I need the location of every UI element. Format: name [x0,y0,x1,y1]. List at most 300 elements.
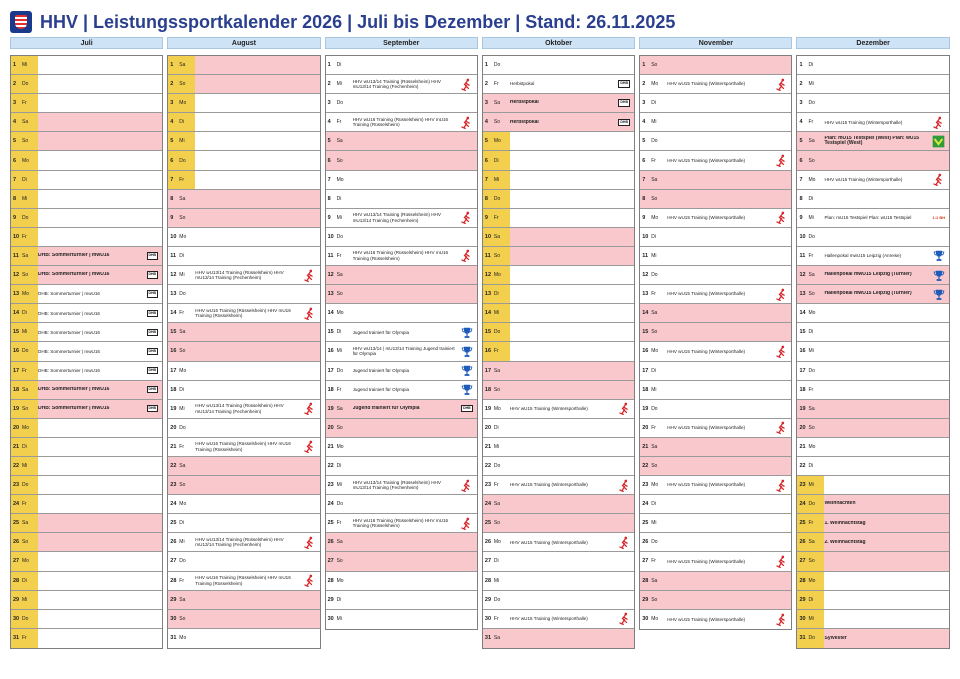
event-text: HHV wU15 Training (Wintersporthalle) [509,405,588,411]
day-number: 12 [483,272,494,278]
day-row [483,56,634,75]
weekday: Mi [179,539,185,546]
day-label [11,629,38,648]
day-number: 20 [799,424,806,431]
day-row [168,132,319,151]
weekday: Sa [494,234,507,240]
weekday: Do [22,482,35,488]
weekday: Di [179,252,185,259]
day-number: 18 [327,386,334,393]
day-number: 2 [327,81,331,88]
day-label [483,342,510,360]
weekday: Di [494,291,507,297]
event-text: DHB: Sommerturnier | mwU16 [38,291,100,297]
day-number: 3 [11,100,22,106]
day-row [168,476,319,495]
weekday: Do [336,367,343,374]
weekday: So [179,615,186,622]
day-row [483,209,634,228]
weekday: Do [493,62,501,69]
day-row [326,75,477,94]
weekday: So [493,119,501,126]
day-number: 14 [327,310,334,317]
weekday: Mo [336,577,344,584]
day-label [168,419,195,437]
day-label [797,75,824,93]
day-label [168,533,195,551]
weekday: So [22,272,35,278]
day-number: 19 [11,406,22,412]
hockey-player-icon [617,478,631,492]
day-row [326,419,477,438]
day-number: 15 [483,329,494,335]
day-number: 5 [327,138,331,145]
day-number: 17 [484,367,492,374]
event-text: HHV wU13/14 Training (Rüsselsheim) HHV mU13/14 Training (Fechenheim) [352,479,441,491]
trophy-icon [460,383,474,397]
weekday: Mo [336,310,344,317]
day-label [483,591,510,609]
day-row [640,476,791,495]
day-number: 16 [327,348,334,355]
day-label [483,438,510,456]
weekday: Mo [494,138,507,144]
weekday: Do [22,616,35,622]
weekday: Do [493,596,501,603]
weekday: Fr [651,424,656,431]
weekday: Sa [808,272,815,279]
day-label [11,285,38,303]
day-number: 5 [483,138,494,144]
weekday: Di [494,158,507,164]
day-list [10,55,163,649]
weekday: Mi [651,119,657,126]
hockey-player-icon [460,77,474,91]
day-label [640,304,667,322]
day-number: 11 [483,253,494,259]
dhb-logo-icon: DHB [145,325,159,339]
trophy-icon [932,249,946,263]
day-row [483,342,634,361]
weekday: Fr [22,100,35,106]
weekday: Do [22,81,35,87]
day-number: 12 [11,272,22,278]
day-number: 18 [170,386,177,393]
weekday: Fr [808,119,814,126]
weekday: Di [22,310,35,316]
day-label [640,171,667,189]
day-number: 12 [327,272,334,279]
day-row [483,400,634,419]
trophy-icon [460,364,474,378]
weekday: Sa [336,539,343,546]
event-text: HHV wU15 Training (Wintersporthalle) [667,348,746,354]
weekday: Di [336,329,342,336]
weekday: Mo [808,176,816,183]
month-column-september [325,37,478,649]
day-label [11,400,38,418]
dhb-logo-icon: DHB [145,306,159,320]
day-number: 9 [483,215,494,221]
day-label [483,94,510,112]
weekday: Mi [336,616,342,623]
day-row [326,400,477,419]
title-bar [10,8,675,36]
day-row [326,533,477,552]
day-number: 11 [642,252,649,259]
day-row [11,75,162,94]
day-row [168,228,319,247]
weekday: Mo [22,158,35,164]
weekday: Di [651,100,656,107]
day-label [640,476,667,494]
weekday: Do [808,233,815,240]
day-number: 7 [642,176,646,183]
day-label [797,514,824,532]
day-number: 16 [11,348,22,354]
day-number: 24 [170,501,177,508]
dhb-logo-icon: DHB [145,383,159,397]
day-label [483,629,510,648]
day-label [640,75,667,93]
day-number: 6 [642,157,646,164]
weekday: So [651,195,658,202]
day-number: 23 [484,482,492,489]
event-text: HHV wU13/14 Training (Rüsselsheim) HHV mU13/14 Training (Fechenheim) [195,403,284,414]
event-text: HHV wU15 Training (Wintersporthalle) [509,539,588,545]
day-row [483,495,634,514]
day-label [640,572,667,590]
day-number: 15 [642,329,649,336]
day-number: 4 [168,119,179,125]
hockey-player-icon [303,306,317,320]
dhb-logo-icon: DHB [145,249,159,263]
weekday: Mi [494,177,507,183]
day-number: 7 [483,177,494,183]
day-number: 2 [168,81,179,87]
day-label [326,591,353,609]
day-row [483,514,634,533]
day-number: 21 [484,443,492,450]
day-row [797,629,948,648]
hockey-player-icon [303,268,317,282]
hockey-player-icon [617,612,631,626]
day-row [640,457,791,476]
day-label [168,572,195,590]
day-number: 21 [327,443,334,450]
day-row [326,56,477,75]
day-label [797,190,824,208]
day-label [640,457,667,475]
event-text: HHV wU16 Training (Rüsselsheim) HHV mU16 Training (Rüsselsheim) [352,517,449,529]
day-row [797,266,948,285]
month-column-oktober [482,37,635,649]
dhb-logo-icon: DHB [617,115,631,129]
day-list [639,55,792,630]
day-row [797,171,948,190]
day-label [168,247,195,265]
day-number: 5 [168,138,179,144]
event-text: Plan: mU15 Testspiel Plan: wU15 Testspiel [824,215,912,221]
day-label [797,323,824,341]
day-label [11,209,38,227]
event-text: HHV wU15 Training (Wintersporthalle) [667,425,746,431]
day-label [640,132,667,150]
day-number: 3 [799,100,803,107]
hockey-player-icon [774,421,788,435]
day-row [11,610,162,629]
day-row [11,56,162,75]
day-row [11,514,162,533]
day-row [640,190,791,209]
weekday: Fr [808,386,814,393]
weekday: Fr [22,368,35,374]
day-number: 14 [799,310,806,317]
day-label [11,476,38,494]
day-row [640,94,791,113]
weekday: Di [651,367,656,374]
day-label [483,266,510,284]
day-row [797,304,948,323]
day-row [168,75,319,94]
day-number: 6 [327,157,331,164]
day-number: 26 [327,539,334,546]
day-row [797,495,948,514]
day-row [168,419,319,438]
day-label [797,132,824,150]
weekday: Sa [179,596,186,603]
day-row [483,75,634,94]
day-label [640,552,667,570]
weekday: Mo [651,616,659,623]
weekday: Mo [808,443,816,450]
day-row [797,610,948,629]
day-label [11,228,38,246]
day-number: 11 [11,253,22,259]
hockey-player-icon [932,115,946,129]
day-row [483,266,634,285]
day-row [483,132,634,151]
day-label [326,362,353,380]
day-number: 28 [642,577,649,584]
day-row [640,400,791,419]
day-number: 19 [327,405,334,412]
day-row [168,400,319,419]
day-number: 22 [11,463,22,469]
day-label [797,342,824,360]
day-row [326,342,477,361]
day-label [168,56,195,74]
day-number: 29 [642,596,649,603]
trophy-icon [460,325,474,339]
day-number: 21 [11,444,22,450]
day-number: 11 [327,252,334,259]
day-row [797,552,948,571]
day-number: 26 [484,539,492,546]
day-number: 3 [168,100,179,106]
day-row [640,266,791,285]
weekday: Mo [336,176,344,183]
day-row [11,132,162,151]
day-label [797,94,824,112]
day-label [797,591,824,609]
day-row [168,342,319,361]
day-row [11,591,162,610]
day-row [168,94,319,113]
weekday: Fr [179,310,185,317]
day-row [326,381,477,400]
hockey-player-icon [303,402,317,416]
month-header: Dezember [796,37,949,49]
day-row [483,419,634,438]
day-label [11,552,38,570]
weekday: Mo [651,214,659,221]
day-label [168,362,195,380]
weekday: Fr [651,157,656,164]
day-number: 2 [642,81,646,88]
weekday: Di [336,463,342,470]
weekday: Do [22,215,35,221]
weekday: So [179,214,186,221]
day-label [168,151,195,169]
day-label [11,495,38,513]
day-label [326,400,353,418]
day-label [640,342,667,360]
day-label [168,342,195,360]
day-row [797,381,948,400]
day-label [168,94,195,112]
day-number: 25 [484,520,492,527]
event-text: HHV wU15 Training (Wintersporthalle) [667,616,746,622]
day-row [483,572,634,591]
day-row [640,132,791,151]
day-number: 3 [642,100,646,107]
day-label [326,247,353,265]
day-number: 5 [642,138,646,145]
weekday: Fr [336,252,342,259]
day-number: 27 [484,558,492,565]
weekday: Mo [179,233,187,240]
weekday: Mi [493,577,500,584]
day-label [483,285,510,303]
dhb-logo-icon: DHB [617,96,631,110]
day-row [483,151,634,170]
weekday: Sa [179,463,186,470]
day-number: 12 [170,272,177,279]
weekday: Do [808,501,821,507]
weekday: Sa [22,520,35,526]
month-header: November [639,37,792,49]
day-row [326,438,477,457]
day-number: 30 [797,616,808,622]
day-row [11,476,162,495]
day-label [483,457,510,475]
day-number: 5 [799,138,803,145]
day-row [168,610,319,629]
weekday: Mi [179,405,185,412]
weekday: Fr [494,215,507,221]
day-row [797,438,948,457]
weekday: Do [808,635,821,641]
day-label [797,610,824,628]
weekday: Fr [651,291,656,298]
weekday: Mi [22,196,35,202]
day-label [640,151,667,169]
day-label [11,438,38,456]
event-text: DHB: Sommerturnier | mwU16 [38,272,110,278]
day-label [326,132,353,150]
day-row [797,457,948,476]
day-label [168,209,195,227]
day-number: 13 [327,291,334,298]
day-label [483,419,510,437]
hockey-player-icon [303,535,317,549]
event-text: DHB: Sommerturnier | mwU16 [38,405,110,411]
day-label [483,476,510,494]
weekday: Fr [336,520,342,527]
weekday: Mo [651,482,659,489]
day-label [640,610,667,629]
day-row [168,552,319,571]
event-text: Jugend trainiert für Olympia [352,405,420,411]
day-row [640,323,791,342]
day-row [326,285,477,304]
day-row [483,362,634,381]
day-row [11,228,162,247]
day-label [326,514,353,532]
event-text: HHV wU16 Training (Rüsselsheim) HHV mU16 Training (Rüsselsheim) [195,307,291,319]
day-label [797,266,824,284]
hockey-player-icon [774,154,788,168]
day-row [11,304,162,323]
day-row [168,171,319,190]
weekday: Do [651,405,658,412]
day-row [326,457,477,476]
day-label [797,113,824,131]
day-row [483,228,634,247]
day-number: 19 [170,405,177,412]
weekday: Mo [179,367,187,374]
day-row [11,438,162,457]
weekday: Mi [22,463,35,469]
day-row [11,190,162,209]
day-label [326,610,353,629]
day-row [168,247,319,266]
day-row [640,610,791,629]
day-label [640,381,667,399]
day-number: 29 [327,596,334,603]
day-number: 7 [327,176,331,183]
dhb-logo-icon: DHB [145,268,159,282]
day-label [168,629,195,648]
weekday: Sa [651,577,658,584]
weekday: Di [336,596,342,603]
weekday: Fr [22,635,35,641]
day-row [797,514,948,533]
day-label [797,438,824,456]
day-label [797,381,824,399]
day-list [325,55,478,630]
day-row [483,113,634,132]
weekday: Sa [336,272,343,279]
day-row [11,171,162,190]
day-number: 18 [484,386,492,393]
day-number: 30 [11,616,22,622]
day-row [640,75,791,94]
weekday: Mi [651,252,657,259]
day-number: 23 [327,482,334,489]
day-label [797,629,824,648]
